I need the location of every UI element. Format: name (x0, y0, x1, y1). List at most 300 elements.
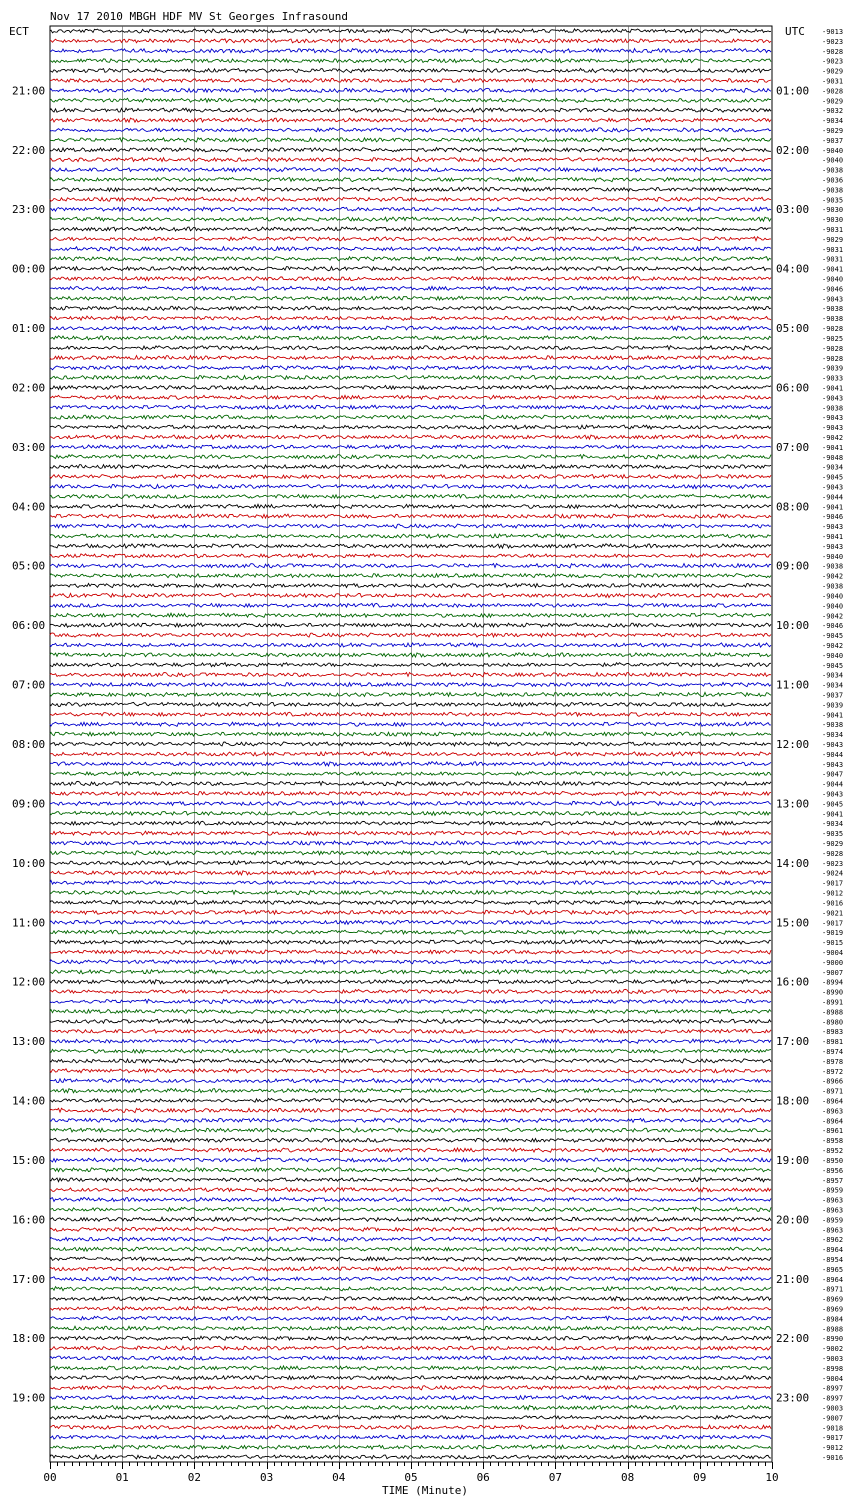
trace-line (50, 1287, 771, 1291)
trace-line (50, 376, 771, 380)
trace-line (50, 1128, 771, 1132)
trace-line (50, 1178, 771, 1182)
trace-line (50, 663, 771, 667)
trace-line (50, 425, 771, 429)
right-hour-label: 05:00 (776, 322, 810, 336)
trace-value-label: -8964 (822, 1275, 844, 1284)
trace-line (50, 1098, 771, 1102)
right-hour-label: 13:00 (776, 797, 810, 811)
trace-value-label: -9029 (822, 97, 844, 106)
trace-value-label: -9019 (822, 929, 844, 938)
trace-value-label: -9045 (822, 800, 844, 809)
trace-line (50, 623, 771, 627)
trace-value-label: -8965 (822, 1265, 844, 1274)
trace-line (50, 1277, 771, 1281)
trace-value-label: -9040 (822, 592, 844, 601)
trace-line (50, 504, 771, 508)
trace-value-label: -9041 (822, 443, 844, 452)
trace-value-label: -9018 (822, 1424, 844, 1433)
trace-line (50, 1158, 771, 1162)
trace-line (50, 692, 771, 696)
trace-value-label: -9041 (822, 265, 844, 274)
trace-value-label: -8963 (822, 1226, 844, 1235)
trace-value-label: -8959 (822, 1186, 844, 1195)
trace-value-label: -9034 (822, 671, 844, 680)
trace-value-label: -9047 (822, 770, 844, 779)
trace-value-label: -9034 (822, 731, 844, 740)
trace-value-label: -9024 (822, 869, 844, 878)
trace-value-label: -9043 (822, 760, 844, 769)
trace-value-label: -8990 (822, 1335, 844, 1344)
trace-line (50, 851, 771, 855)
trace-value-label: -9028 (822, 47, 844, 56)
right-hour-label: 11:00 (776, 678, 810, 692)
trace-value-label: -8963 (822, 1206, 844, 1215)
trace-line (50, 88, 771, 92)
trace-line (50, 217, 771, 221)
trace-value-label: -9042 (822, 642, 844, 650)
trace-value-label: -9043 (822, 483, 844, 492)
trace-value-label: -8983 (822, 1028, 844, 1037)
trace-line (50, 1237, 771, 1241)
trace-value-label: -9032 (822, 107, 844, 116)
trace-value-label: -8963 (822, 1196, 844, 1205)
trace-value-label: -9044 (822, 750, 844, 759)
trace-value-label: -9046 (822, 285, 844, 294)
trace-value-label: -9040 (822, 552, 844, 561)
x-tick-label: 09 (693, 1471, 707, 1484)
trace-value-label: -9039 (822, 701, 844, 710)
trace-value-label: -9004 (822, 949, 844, 957)
trace-value-label: -9034 (822, 463, 844, 472)
chart-title: Nov 17 2010 MBGH HDF MV St Georges Infrasound (50, 10, 349, 23)
trace-line (50, 1217, 771, 1221)
trace-value-label: -8969 (822, 1305, 844, 1314)
trace-value-label: -9023 (822, 859, 844, 868)
trace-value-label: -9013 (822, 28, 844, 36)
trace-line (50, 900, 771, 904)
trace-value-label: -8984 (822, 1315, 844, 1324)
trace-value-label: -9040 (822, 602, 844, 611)
x-tick-label: 08 (620, 1471, 635, 1484)
trace-value-label: -9028 (822, 354, 844, 363)
trace-value-label: -9030 (822, 206, 844, 215)
trace-line (50, 128, 771, 132)
trace-value-label: -9035 (822, 830, 844, 839)
trace-value-label: -8994 (822, 978, 844, 987)
trace-line (50, 722, 771, 726)
trace-line (50, 989, 771, 993)
right-hour-label: 09:00 (776, 559, 810, 573)
trace-value-label: -9038 (822, 186, 844, 195)
trace-value-label: -9048 (822, 453, 844, 462)
trace-value-label: -9043 (822, 790, 844, 799)
x-tick-label: 03 (259, 1471, 274, 1484)
trace-value-label: -8952 (822, 1147, 844, 1155)
trace-value-label: -9015 (822, 939, 844, 948)
left-hour-label: 16:00 (12, 1213, 46, 1227)
trace-line (50, 158, 771, 162)
trace-value-label: -9038 (822, 721, 844, 730)
trace-line (50, 405, 771, 409)
trace-value-label: -9025 (822, 335, 844, 343)
left-hour-label: 10:00 (12, 856, 46, 870)
trace-value-label: -9023 (822, 57, 844, 66)
trace-line (50, 1118, 771, 1122)
trace-line (50, 68, 771, 72)
trace-line (50, 1148, 771, 1152)
trace-line (50, 1386, 771, 1390)
x-axis-title: TIME (Minute) (381, 1484, 469, 1497)
trace-value-label: -9007 (822, 1414, 844, 1423)
right-hour-label: 04:00 (776, 262, 810, 276)
left-hour-label: 21:00 (12, 84, 46, 98)
trace-line (50, 485, 771, 489)
trace-line (50, 227, 771, 231)
trace-line (50, 999, 771, 1003)
trace-value-label: -8981 (822, 1038, 844, 1047)
trace-line (50, 1425, 771, 1429)
trace-value-label: -9038 (822, 166, 844, 175)
trace-line (50, 267, 771, 271)
trace-line (50, 564, 771, 568)
trace-value-label: -8988 (822, 1325, 844, 1334)
trace-line (50, 861, 771, 865)
trace-line (50, 683, 771, 687)
trace-line (50, 603, 771, 607)
trace-line (50, 247, 771, 251)
left-hour-label: 17:00 (12, 1272, 46, 1286)
trace-line (50, 1455, 771, 1459)
trace-line (50, 1197, 771, 1201)
trace-line (50, 148, 771, 152)
trace-line (50, 950, 771, 954)
trace-line (50, 792, 771, 796)
trace-line (50, 336, 771, 340)
trace-value-label: -9040 (822, 275, 844, 284)
left-hour-label: 18:00 (12, 1332, 46, 1346)
trace-value-label: -9029 (822, 127, 844, 135)
trace-line (50, 277, 771, 281)
trace-value-label: -8990 (822, 988, 844, 997)
trace-value-label: -9031 (822, 245, 844, 254)
left-hour-label: 14:00 (12, 1094, 46, 1108)
trace-value-label: -9017 (822, 1434, 844, 1443)
trace-line (50, 187, 771, 191)
trace-value-label: -8978 (822, 1057, 844, 1066)
trace-value-label: -9002 (822, 1345, 844, 1354)
trace-line (50, 435, 771, 439)
right-hour-label: 01:00 (776, 84, 810, 98)
trace-value-label: -9044 (822, 493, 844, 502)
trace-value-label: -9041 (822, 810, 844, 819)
trace-value-label: -9000 (822, 958, 844, 967)
trace-value-label: -9007 (822, 968, 844, 977)
right-hour-label: 23:00 (776, 1391, 810, 1405)
trace-value-label: -9034 (822, 117, 844, 126)
left-hour-label: 08:00 (12, 738, 46, 751)
trace-value-label: -9038 (822, 582, 844, 591)
right-hour-label: 17:00 (776, 1035, 810, 1049)
trace-line (50, 1336, 771, 1340)
trace-value-label: -9012 (822, 889, 844, 898)
trace-line (50, 1039, 771, 1043)
trace-value-label: -9043 (822, 523, 844, 532)
trace-value-label: -8950 (822, 1156, 844, 1165)
trace-line (50, 386, 771, 390)
left-hour-label: 04:00 (12, 500, 46, 514)
trace-value-label: -9041 (822, 711, 844, 720)
right-hour-label: 18:00 (776, 1094, 810, 1108)
trace-line (50, 980, 771, 984)
trace-value-label: -9028 (822, 325, 844, 334)
x-tick-label: 10 (765, 1471, 779, 1484)
trace-value-label: -9031 (822, 77, 844, 86)
trace-value-label: -9046 (822, 513, 844, 522)
trace-value-label: -8959 (822, 1216, 844, 1225)
right-hour-label: 12:00 (776, 738, 810, 751)
trace-value-label: -9043 (822, 741, 844, 749)
trace-value-label: -9029 (822, 840, 844, 848)
trace-value-label: -9046 (822, 622, 844, 631)
trace-line (50, 1089, 771, 1093)
trace-value-label: -9043 (822, 414, 844, 423)
trace-line (50, 1376, 771, 1380)
trace-value-label: -8966 (822, 1077, 844, 1086)
trace-value-label: -9042 (822, 434, 844, 442)
right-hour-label: 03:00 (776, 203, 810, 217)
trace-value-label: -8971 (822, 1087, 844, 1096)
trace-value-label: -8972 (822, 1067, 844, 1076)
trace-value-label: -9041 (822, 533, 844, 541)
left-hour-label: 05:00 (12, 559, 46, 573)
trace-line (50, 871, 771, 875)
right-hour-label: 16:00 (776, 975, 810, 989)
trace-line (50, 643, 771, 647)
trace-line (50, 395, 771, 399)
trace-line (50, 168, 771, 172)
trace-line (50, 1009, 771, 1013)
right-hour-label: 14:00 (776, 856, 810, 870)
x-tick-label: 00 (43, 1471, 57, 1484)
trace-value-label: -9028 (822, 849, 844, 858)
trace-line (50, 1297, 771, 1301)
trace-line (50, 415, 771, 419)
trace-value-label: -9045 (822, 473, 844, 482)
trace-line (50, 801, 771, 805)
trace-value-label: -9029 (822, 235, 844, 244)
trace-value-label: -9034 (822, 681, 844, 690)
trace-line (50, 712, 771, 716)
trace-value-label: -9021 (822, 909, 844, 918)
trace-value-label: -8964 (822, 1117, 844, 1126)
trace-line (50, 316, 771, 320)
trace-line (50, 366, 771, 370)
trace-line (50, 1326, 771, 1330)
trace-line (50, 1415, 771, 1419)
trace-line (50, 475, 771, 479)
trace-line (50, 1257, 771, 1261)
trace-value-label: -9043 (822, 424, 844, 433)
trace-line (50, 59, 771, 63)
trace-value-label: -9039 (822, 364, 844, 373)
trace-value-label: -9031 (822, 226, 844, 234)
trace-line (50, 653, 771, 657)
trace-line (50, 633, 771, 637)
plot-area (12, 26, 843, 1484)
trace-line (50, 1069, 771, 1073)
trace-value-label: -8957 (822, 1176, 844, 1185)
trace-value-label: -9042 (822, 572, 844, 581)
right-hour-label: 21:00 (776, 1272, 810, 1286)
right-hour-label: 06:00 (776, 381, 810, 395)
trace-line (50, 178, 771, 182)
right-axis-label: UTC (785, 25, 805, 38)
trace-value-label: -9030 (822, 216, 844, 225)
trace-line (50, 1445, 771, 1449)
x-tick-label: 01 (115, 1471, 129, 1484)
trace-value-label: -9012 (822, 1444, 844, 1453)
trace-line (50, 1168, 771, 1172)
trace-value-label: -9041 (822, 503, 844, 512)
trace-line (50, 930, 771, 934)
trace-line (50, 613, 771, 617)
trace-line (50, 1138, 771, 1142)
trace-line (50, 781, 771, 785)
trace-value-label: -9016 (822, 899, 844, 908)
trace-line (50, 1267, 771, 1271)
trace-line (50, 49, 771, 53)
trace-value-label: -9003 (822, 1404, 844, 1413)
trace-line (50, 970, 771, 974)
x-tick-label: 04 (332, 1471, 346, 1484)
trace-line (50, 524, 771, 528)
trace-value-label: -9038 (822, 404, 844, 413)
trace-line (50, 772, 771, 776)
trace-value-label: -8964 (822, 1097, 844, 1106)
right-hour-label: 15:00 (776, 916, 810, 930)
trace-value-label: -8964 (822, 1246, 844, 1255)
trace-value-label: -9023 (822, 37, 844, 46)
trace-line (50, 841, 771, 845)
trace-value-label: -9034 (822, 820, 844, 829)
trace-line (50, 39, 771, 43)
trace-line (50, 1247, 771, 1251)
trace-value-label: -9045 (822, 632, 844, 641)
trace-value-label: -9043 (822, 295, 844, 304)
trace-line (50, 1029, 771, 1033)
trace-value-label: -8954 (822, 1256, 844, 1264)
trace-line (50, 494, 771, 498)
trace-line (50, 29, 771, 33)
trace-value-label: -9016 (822, 1454, 844, 1462)
trace-line (50, 346, 771, 350)
right-hour-label: 10:00 (776, 619, 810, 633)
trace-value-label: -9041 (822, 384, 844, 393)
trace-value-label: -8974 (822, 1048, 844, 1056)
trace-line (50, 356, 771, 360)
left-hour-label: 00:00 (12, 262, 46, 276)
trace-value-label: -8961 (822, 1127, 844, 1136)
trace-value-label: -8971 (822, 1285, 844, 1294)
trace-value-label: -9040 (822, 146, 844, 155)
trace-line (50, 702, 771, 706)
left-hour-label: 03:00 (12, 440, 46, 454)
trace-line (50, 1059, 771, 1063)
trace-line (50, 752, 771, 756)
right-hour-label: 08:00 (776, 500, 810, 514)
trace-line (50, 584, 771, 588)
trace-line (50, 881, 771, 885)
trace-line (50, 1227, 771, 1231)
trace-line (50, 257, 771, 261)
trace-line (50, 455, 771, 459)
trace-value-label: -8997 (822, 1394, 844, 1403)
trace-value-label: -9028 (822, 344, 844, 353)
trace-value-label: -9029 (822, 67, 844, 76)
trace-line (50, 1356, 771, 1360)
x-tick-label: 07 (548, 1471, 563, 1484)
left-hour-label: 01:00 (12, 322, 46, 336)
trace-value-label: -9017 (822, 919, 844, 928)
trace-line (50, 445, 771, 449)
left-hour-label: 11:00 (12, 916, 46, 930)
trace-line (50, 1049, 771, 1053)
trace-line (50, 742, 771, 746)
trace-line (50, 326, 771, 330)
trace-value-label: -9038 (822, 305, 844, 314)
trace-line (50, 821, 771, 825)
trace-line (50, 98, 771, 102)
trace-value-label: -9004 (822, 1374, 844, 1383)
trace-value-label: -8980 (822, 1018, 844, 1027)
trace-line (50, 910, 771, 914)
trace-line (50, 1316, 771, 1320)
left-hour-label: 13:00 (12, 1035, 46, 1049)
trace-line (50, 890, 771, 894)
trace-line (50, 138, 771, 142)
trace-line (50, 554, 771, 558)
trace-value-label: -9035 (822, 196, 844, 205)
left-hour-label: 22:00 (12, 143, 46, 157)
trace-line (50, 1019, 771, 1023)
trace-value-label: -9044 (822, 780, 844, 789)
trace-line (50, 811, 771, 815)
x-tick-label: 06 (476, 1471, 490, 1484)
trace-value-label: -9033 (822, 374, 844, 383)
x-tick-label: 02 (187, 1471, 202, 1484)
trace-value-label: -9038 (822, 562, 844, 571)
trace-line (50, 831, 771, 835)
left-hour-label: 19:00 (12, 1391, 46, 1405)
trace-line (50, 514, 771, 518)
trace-line (50, 79, 771, 83)
trace-line (50, 237, 771, 241)
trace-value-label: -9043 (822, 394, 844, 403)
trace-value-label: -8969 (822, 1295, 844, 1304)
trace-line (50, 762, 771, 766)
trace-line (50, 1188, 771, 1192)
right-hour-label: 07:00 (776, 440, 810, 454)
left-hour-label: 06:00 (12, 619, 46, 633)
trace-value-label: -9040 (822, 156, 844, 165)
trace-line (50, 118, 771, 122)
trace-value-label: -8958 (822, 1137, 844, 1146)
trace-value-label: -8963 (822, 1107, 844, 1116)
trace-line (50, 940, 771, 944)
trace-line (50, 960, 771, 964)
trace-line (50, 207, 771, 211)
